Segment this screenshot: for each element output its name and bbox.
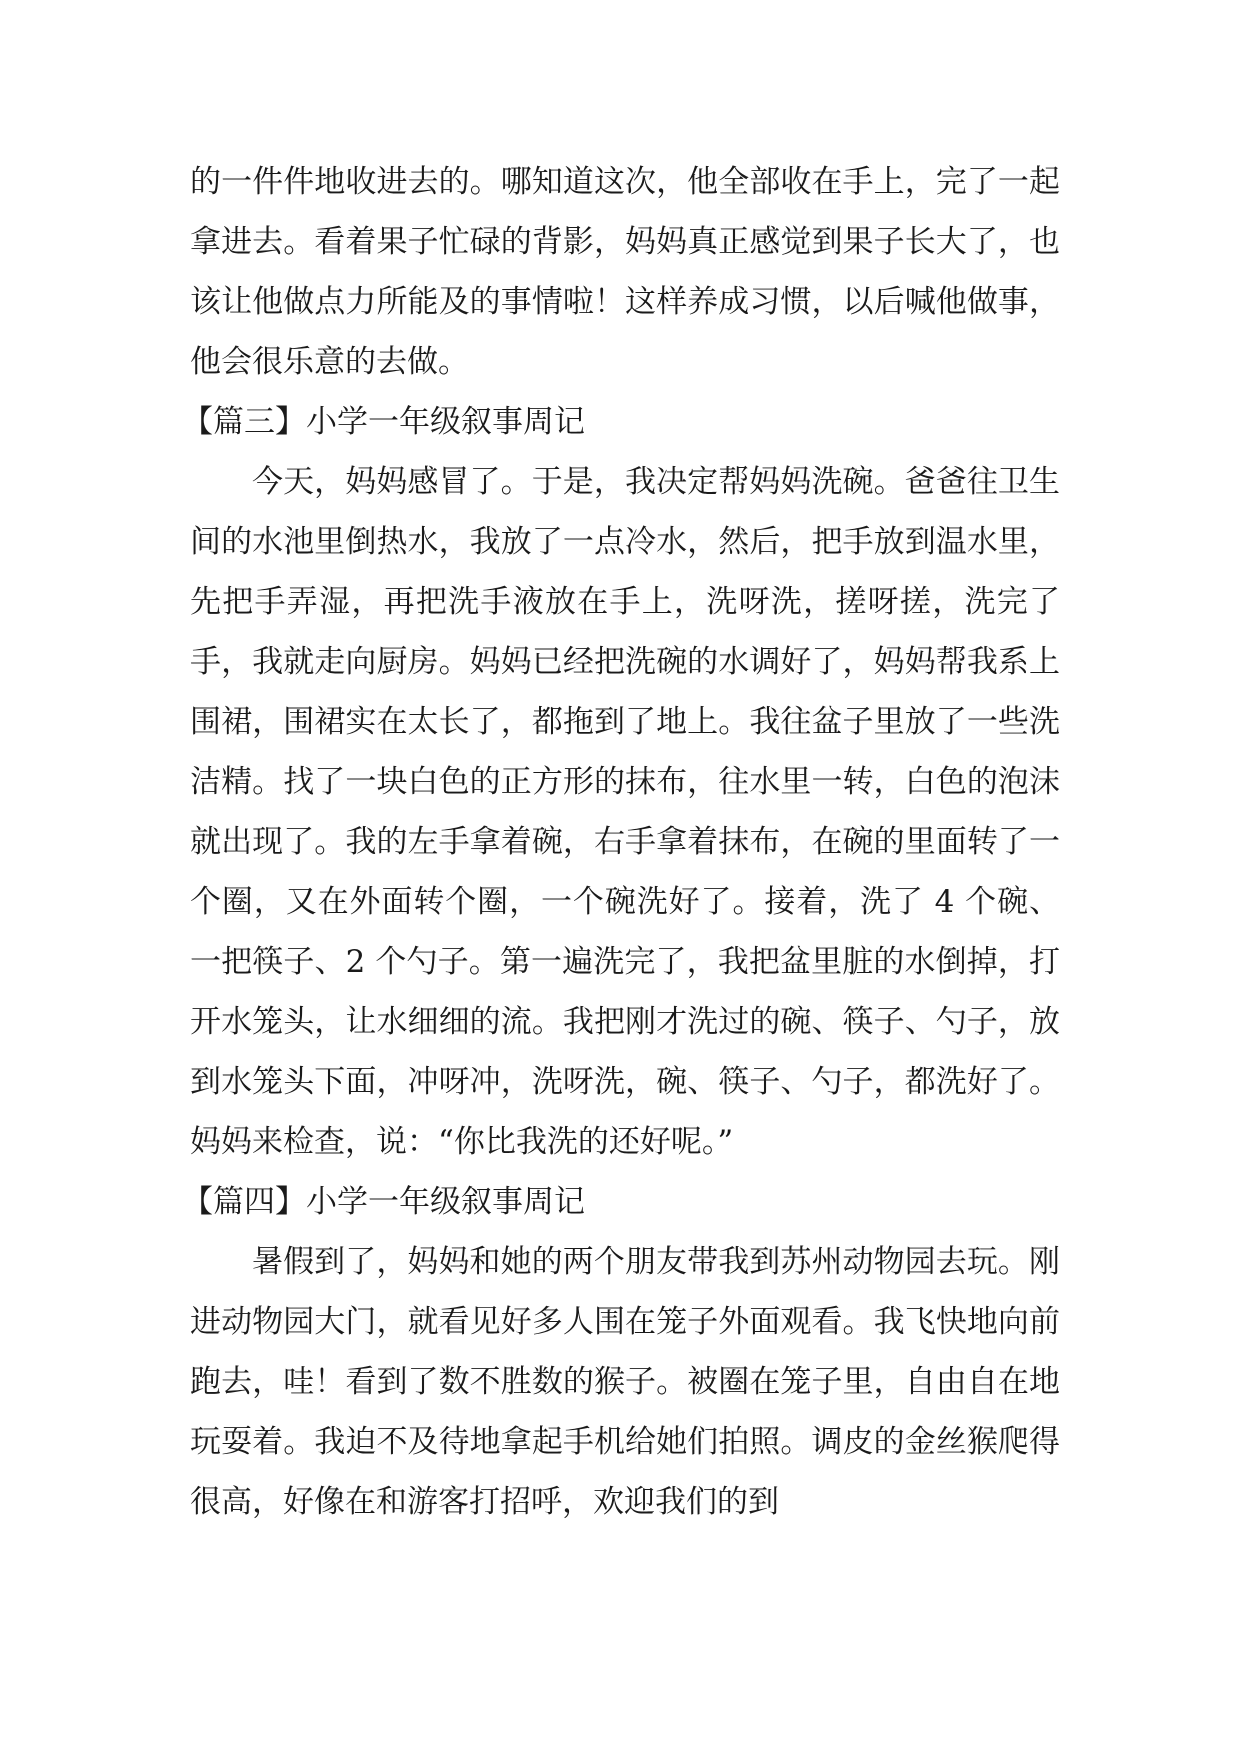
section-heading-4: 【篇四】小学一年级叙事周记 xyxy=(182,1184,585,1220)
essay-4-paragraph: 暑假到了，妈妈和她的两个朋友带我到苏州动物园去玩。刚进动物园大门，就看见好多人围在笼子外面观看。我飞快地向前跑去，哇！看到了数不胜数的猴子。被圈在笼子里，自由自在地玩耍着。我迫不及待地拿起手机给她们拍照。调皮的金丝猴爬得很高，好像在和游客打招呼，欢迎我们的到 xyxy=(190,1244,1060,1520)
document-body xyxy=(182,152,1060,1532)
continuation-paragraph: 的一件件地收进去的。哪知道这次，他全部收在手上，完了一起拿进去。看着果子忙碌的背影，妈妈真正感觉到果子长大了，也该让他做点力所能及的事情啦！这样养成习惯，以后喊他做事，他会很乐意的去做。 xyxy=(190,164,1060,380)
essay-3-paragraph: 今天，妈妈感冒了。于是，我决定帮妈妈洗碗。爸爸往卫生间的水池里倒热水，我放了一点冷水，然后，把手放到温水里，先把手弄湿，再把洗手液放在手上，洗呀洗，搓呀搓，洗完了手，我就走向厨房。妈妈已经把洗碗的水调好了，妈妈帮我系上围裙，围裙实在太长了，都拖到了地上。我往盆子里放了一些洗洁精。找了一块白色的正方形的抹布，往水里一转，白色的泡沫就出现了。我的左手拿着碗，右手拿着抹布，在碗的里面转了一个圈，又在外面转个圈，一个碗洗好了。接着，洗了 4 个碗、一把筷子、2 个勺子。第一遍洗完了，我把盆里脏的水倒掉，打开水笼头，让水细细的流。我把刚才洗过的碗、筷子、勺子，放到水笼头下面，冲呀冲，洗呀洗，碗、筷子、勺子，都洗好了。妈妈来检查，说：“你比我洗的还好呢。” xyxy=(190,464,1060,1160)
section-heading-3: 【篇三】小学一年级叙事周记 xyxy=(182,404,585,440)
